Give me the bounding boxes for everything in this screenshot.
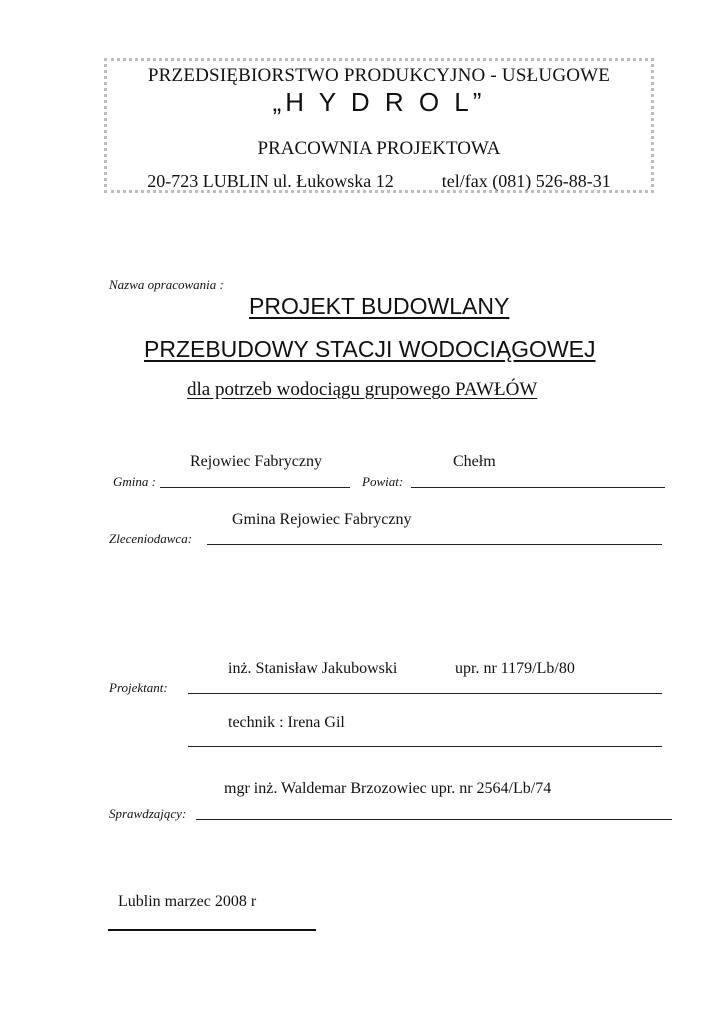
powiat-label: Powiat: bbox=[362, 474, 404, 489]
project-purpose: dla potrzeb wodociągu grupowego PAWŁÓW bbox=[187, 379, 538, 400]
powiat-value: Chełm bbox=[453, 453, 496, 470]
company-name: „H Y D R O L” bbox=[272, 87, 486, 117]
place-date-line bbox=[108, 929, 316, 931]
project-title: PROJEKT BUDOWLANY bbox=[249, 293, 510, 319]
designer-line bbox=[188, 693, 662, 694]
gmina-line bbox=[160, 487, 350, 488]
company-phone: tel/fax (081) 526-88-31 bbox=[441, 171, 611, 191]
technician-name: technik : Irena Gil bbox=[228, 714, 345, 731]
place-date: Lublin marzec 2008 r bbox=[118, 893, 257, 910]
client-line bbox=[207, 544, 662, 545]
project-subject: PRZEBUDOWY STACJI WODOCIĄGOWEJ bbox=[144, 336, 596, 362]
powiat-line bbox=[411, 487, 665, 488]
client-label: Zleceniodawca: bbox=[109, 531, 193, 546]
gmina-value: Rejowiec Fabryczny bbox=[190, 453, 322, 470]
technician-line bbox=[188, 746, 662, 747]
company-header-box bbox=[104, 58, 654, 193]
company-type: PRZEDSIĘBIORSTWO PRODUKCYJNO - USŁUGOWE bbox=[147, 65, 611, 86]
company-address: 20-723 LUBLIN ul. Łukowska 12 bbox=[147, 171, 394, 191]
checker-line bbox=[196, 819, 672, 820]
checker-label: Sprawdzający: bbox=[109, 806, 187, 821]
study-name-label: Nazwa opracowania : bbox=[109, 277, 224, 292]
designer-license: upr. nr 1179/Lb/80 bbox=[455, 660, 575, 677]
checker-value: mgr inż. Waldemar Brzozowiec upr. nr 2564/Lb/74 bbox=[224, 780, 552, 797]
design-studio: PRACOWNIA PROJEKTOWA bbox=[257, 138, 501, 159]
designer-name: inż. Stanisław Jakubowski bbox=[228, 660, 398, 677]
gmina-label: Gmina : bbox=[113, 474, 156, 489]
company-address-line bbox=[107, 171, 651, 192]
designer-label: Projektant: bbox=[109, 680, 168, 695]
client-value: Gmina Rejowiec Fabryczny bbox=[232, 511, 412, 528]
